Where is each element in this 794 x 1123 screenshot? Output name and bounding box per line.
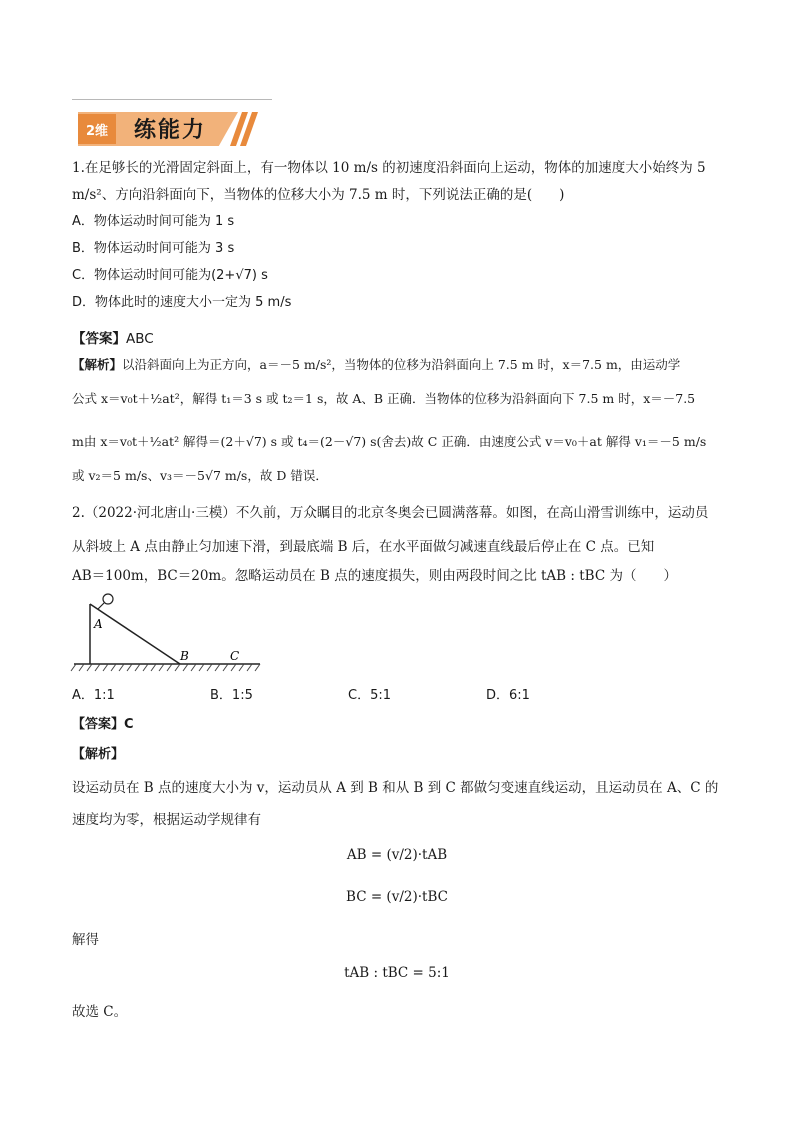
q2-answer-value: C xyxy=(124,717,134,732)
q1-analysis-line1: 【解析】以沿斜面向上为正方向，a＝－5 m/s²，当物体的位移为沿斜面向上 7.5 m 时，x＝7.5 m，由运动学 xyxy=(72,357,681,372)
q1-analysis-line4: 或 v₂＝5 m/s、v₃＝－5√7 m/s，故 D 错误． xyxy=(72,468,328,483)
q2-stem-line3: AB＝100m，BC＝20m。忽略运动员在 B 点的速度损失，则由两段时间之比 tAB : tBC 为（ ） xyxy=(72,568,677,584)
header-divider xyxy=(72,99,272,100)
q1-stem-line2: m/s²、方向沿斜面向下，当物体的位移大小为 7.5 m 时，下列说法正确的是( ) xyxy=(72,187,565,203)
q2-stem-line2: 从斜坡上 A 点由静止匀加速下滑，到最底端 B 后，在水平面做匀减速直线最后停止在 C 点。已知 xyxy=(72,539,655,555)
q2-solve-label: 解得 xyxy=(72,932,99,948)
q2-stem-line1: 2.（2022·河北唐山·三模）不久前，万众瞩目的北京冬奥会已圆满落幕。如图，在高山滑雪训练中，运动员 xyxy=(72,505,709,521)
section-badge: 2维 xyxy=(78,114,116,144)
q2-analysis-label: 【解析】 xyxy=(72,747,125,762)
q1-analysis-line2: 公式 x＝v₀t＋½at²，解得 t₁＝3 s 或 t₂＝1 s，故 A、B 正确．当物体的位移为沿斜面向下 7.5 m 时，x＝－7.5 xyxy=(72,391,696,406)
q1-option-a: A．物体运动时间可能为 1 s xyxy=(72,214,235,229)
q2-option-c: C．5:1 xyxy=(348,688,391,703)
q2-equation-2: BC = (v/2)·tBC xyxy=(346,889,448,905)
q2-equation-1: AB = (v/2)·tAB xyxy=(346,847,448,863)
q2-conclusion: 故选 C。 xyxy=(72,1004,128,1020)
q1-answer-value: ABC xyxy=(126,331,154,347)
q1-option-b: B．物体运动时间可能为 3 s xyxy=(72,241,235,256)
q2-analysis-line1: 设运动员在 B 点的速度大小为 v，运动员从 A 到 B 和从 B 到 C 都做匀变速直线运动，且运动员在 A、C 的 xyxy=(72,780,719,796)
slope-diagram xyxy=(70,592,265,676)
q1-option-d: D．物体此时的速度大小一定为 5 m/s xyxy=(72,295,292,310)
label-b: B xyxy=(180,649,189,663)
q2-option-a: A．1:1 xyxy=(72,688,115,703)
label-a: A xyxy=(94,617,103,631)
stripes-decoration-icon xyxy=(224,112,264,146)
q1-analysis-line3: m由 x＝v₀t＋½at² 解得＝(2＋√7) s 或 t₄＝(2－√7) s(舍去)故 C 正确．由速度公式 v＝v₀＋at 解得 v₁＝－5 m/s xyxy=(72,434,707,449)
q2-option-b: B．1:5 xyxy=(210,688,253,703)
section-header xyxy=(78,110,258,148)
q1-option-c: C．物体运动时间可能为(2+√7) s xyxy=(72,268,268,283)
q1-analysis-label: 【解析】 xyxy=(72,357,123,372)
q2-equation-3: tAB : tBC = 5:1 xyxy=(344,965,450,981)
section-title: 练能力 xyxy=(134,118,207,143)
q2-analysis-line2: 速度均为零，根据运动学规律有 xyxy=(72,812,261,828)
q1-answer-label: 【答案】 xyxy=(72,331,126,347)
q1-answer xyxy=(72,329,734,349)
q2-option-d: D．6:1 xyxy=(486,688,530,703)
q2-answer-label: 【答案】 xyxy=(72,717,125,732)
label-c: C xyxy=(230,649,240,663)
q2-answer xyxy=(72,715,734,735)
skier-icon xyxy=(103,594,113,604)
q1-stem-line1: 1.在足够长的光滑固定斜面上，有一物体以 10 m/s 的初速度沿斜面向上运动，物体的加速度大小始终为 5 xyxy=(72,160,706,176)
